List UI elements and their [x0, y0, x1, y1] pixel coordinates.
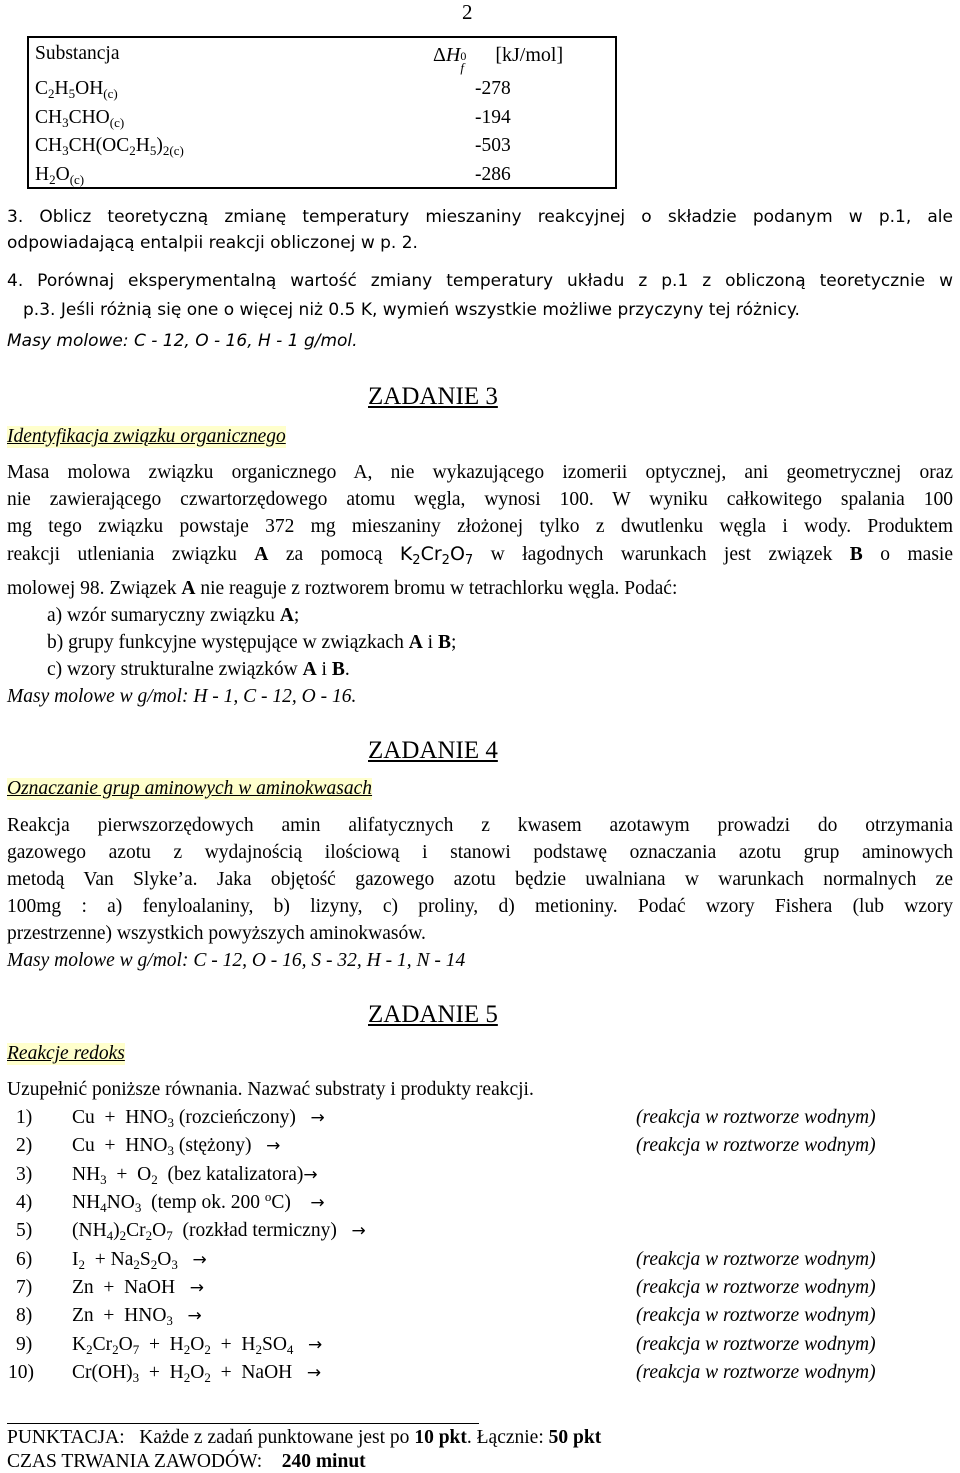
table-row-substance: $CH_3CH(OC_2H_5)_{2(c)}$: [35, 135, 184, 158]
reaction-equation: $(NH_4)_2Cr_2O_7$ (rozkład termiczny) →: [72, 1220, 366, 1243]
reaction-equation: $K_2Cr_2O_7 + H_2O_2 + H_2SO_4$ →: [72, 1334, 323, 1357]
reaction-number: 8): [16, 1305, 33, 1326]
zadanie4-line4: 100mg : a) fenyloalaniny, b) lizyny, c) proliny, d) metioniny. Podać wzory Fishera (lub wzory: [7, 896, 953, 917]
task2-item3-line2: odpowiadającą entalpii reakcji obliczonej w p. 2.: [7, 233, 418, 253]
zadanie4-line2: gazowego azotu z wydajnością ilościową i stanowi podstawę oznaczania azotu grup aminowych: [7, 842, 953, 863]
zadanie5-title: ZADANIE 5: [368, 1001, 498, 1028]
reaction-note: (reakcja w roztworze wodnym): [636, 1305, 876, 1326]
zadanie3-item-c: c) wzory strukturalne związków A i B.: [47, 659, 350, 680]
reaction-equation: $Cu + HNO_3$ (rozcieńczony) →: [72, 1107, 325, 1130]
task2-item3-line1: 3. Oblicz teoretyczną zmianę temperatury mieszaniny reakcyjnej o składzie podanym w p.1, ale: [7, 207, 953, 227]
footer-divider: [7, 1423, 479, 1424]
enthalpy-table: [27, 36, 617, 189]
reaction-number: 4): [16, 1192, 33, 1213]
zadanie3-title: ZADANIE 3: [368, 383, 498, 410]
zadanie4-line5: przestrzenne) wszystkich powyższych aminokwasów.: [7, 923, 426, 944]
reaction-equation: $Zn + HNO_3$ →: [72, 1305, 202, 1328]
zadanie3-line5: molowej 98. Związek A nie reaguje z roztworem bromu w tetrachlorku węgla. Podać:: [7, 578, 678, 599]
reaction-note: (reakcja w roztworze wodnym): [636, 1277, 876, 1298]
reaction-number: 2): [16, 1135, 33, 1156]
footer-duration: CZAS TRWANIA ZAWODÓW: 240 minut: [7, 1451, 366, 1472]
reaction-number: 5): [16, 1220, 33, 1241]
zadanie5-intro: Uzupełnić poniższe równania. Nazwać substraty i produkty reakcji.: [7, 1079, 534, 1100]
zadanie3-item-b: b) grupy funkcyjne występujące w związkach A i B;: [47, 632, 457, 653]
table-header-substance: Substancja: [35, 43, 120, 64]
table-row-value: -286: [475, 164, 511, 185]
reaction-note: (reakcja w roztworze wodnym): [636, 1334, 876, 1355]
zadanie3-molar-masses: Masy molowe w g/mol: H - 1, C - 12, O - 16.: [7, 686, 357, 707]
reaction-equation: $Cu + HNO_3$ (stężony) →: [72, 1135, 281, 1158]
reaction-note: (reakcja w roztworze wodnym): [636, 1135, 876, 1156]
zadanie4-title: ZADANIE 4: [368, 737, 498, 764]
zadanie4-subtitle: Oznaczanie grup aminowych w aminokwasach: [7, 778, 373, 799]
table-row-value: -194: [475, 107, 511, 128]
zadanie4-line3: metodą Van Slyke’a. Jaka objętość gazowego azotu będzie uwalniana w warunkach normalnych ze: [7, 869, 953, 890]
footer-scoring: PUNKTACJA: Każde z zadań punktowane jest po 10 pkt. Łącznie: 50 pkt: [7, 1427, 602, 1448]
reaction-equation: $Cr(OH)_3 + H_2O_2$ + NaOH →: [72, 1362, 322, 1385]
table-row-value: -503: [475, 135, 511, 156]
table-row-substance: $CH_3CHO_{(c)}$: [35, 107, 125, 130]
zadanie5-subtitle: Reakcje redoks: [7, 1043, 125, 1064]
reaction-number: 9): [16, 1334, 33, 1355]
reaction-note: (reakcja w roztworze wodnym): [636, 1362, 876, 1383]
zadanie4-molar-masses: Masy molowe w g/mol: C - 12, O - 16, S - 32, H - 1, N - 14: [7, 950, 466, 971]
reaction-number: 10): [8, 1362, 34, 1383]
zadanie3-line2: nie zawierającego czwartorzędowego atomu węgla, wynosi 100. W wyniku całkowitego spalania 100: [7, 489, 953, 510]
reaction-equation: $I_2 + Na_2S_2O_3$ →: [72, 1249, 207, 1272]
table-row-substance: $H_2O_{(c)}$: [35, 164, 85, 187]
task2-item4-line2: p.3. Jeśli różnią się one o więcej niż 0.5 K, wymień wszystkie możliwe przyczyny tej różnicy.: [23, 300, 800, 320]
reaction-equation: $NH_3 + O_2$ (bez katalizatora)→: [72, 1164, 318, 1187]
zadanie3-item-a: a) wzór sumaryczny związku A;: [47, 605, 300, 626]
zadanie4-line1: Reakcja pierwszorzędowych amin alifatycznych z kwasem azotawym prowadzi do otrzymania: [7, 815, 953, 836]
reaction-note: (reakcja w roztworze wodnym): [636, 1107, 876, 1128]
reaction-note: (reakcja w roztworze wodnym): [636, 1249, 876, 1270]
reaction-number: 6): [16, 1249, 33, 1270]
task2-item4-line1: 4. Porównaj eksperymentalną wartość zmiany temperatury układu z p.1 z obliczoną teoretycznie w: [7, 271, 953, 291]
reaction-number: 7): [16, 1277, 33, 1298]
reaction-number: 3): [16, 1164, 33, 1185]
reaction-equation: Zn + NaOH →: [72, 1277, 204, 1298]
table-row-value: -278: [475, 78, 511, 99]
page-number: 2: [462, 0, 473, 24]
table-row-substance: $C_2H_5OH_{(c)}$: [35, 78, 118, 101]
zadanie3-line3: mg tego związku powstaje 372 mg mieszaniny złożonej tylko z dwutlenku węgla i wody. Produktem: [7, 516, 953, 537]
zadanie3-line4: reakcji utleniania związku A za pomocą $K_2Cr_2O_7$ w łagodnych warunkach jest związek B o masie: [7, 543, 953, 568]
table-header-enthalpy: ΔH 0 f [kJ/mol]: [433, 44, 564, 75]
zadanie3-subtitle: Identyfikacja związku organicznego: [7, 426, 286, 447]
reaction-equation: $NH_4NO_3$ (temp ok. 200 $^o$C) →: [72, 1189, 325, 1215]
zadanie3-line1: Masa molowa związku organicznego A, nie wykazującego izomerii optycznej, ani geometrycznej oraz: [7, 462, 953, 483]
task2-molar-masses: Masy molowe: C - 12, O - 16, H - 1 g/mol.: [7, 331, 358, 351]
reaction-number: 1): [16, 1107, 33, 1128]
